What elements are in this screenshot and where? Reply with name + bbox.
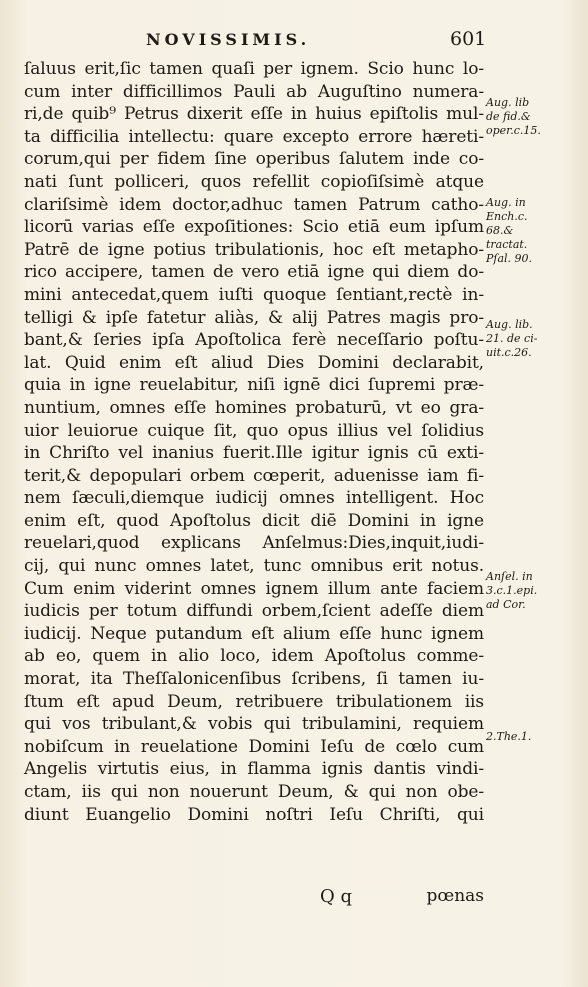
text-line: mini antecedat,quem iuſti quoque ſentiant,rectè in-: [24, 284, 484, 305]
text-line: uior leuiorue cuique ſit, quo opus illius vel ſolidius: [24, 420, 484, 441]
text-line: lat. Quid enim eſt aliud Dies Domini declarabit,: [24, 352, 484, 373]
text-line: ſaluus erit,ſic tamen quaſi per ignem. Scio hunc lo-: [24, 59, 484, 79]
text-line: nobiſcum in reuelatione Domini Ieſu de cœlo cum: [24, 736, 484, 757]
running-title: NOVISSIMIS.: [146, 30, 311, 49]
text-line: ta difficilia intellectu: quare excepto errore hæreti-: [24, 126, 484, 147]
text-line: nuntium, omnes eſſe homines probaturū, vt eo gra-: [24, 397, 484, 418]
text-line: ctam, iis qui non nouerunt Deum, & qui non obe-: [24, 782, 484, 802]
page-number: 601: [450, 28, 487, 50]
marginal-note-aug-fid: Aug. lib de fid.& oper.c.15.: [486, 96, 541, 137]
text-line: ſtum eſt apud Deum, retribuere tribulationem iis: [24, 691, 484, 712]
catchword: pœnas: [426, 886, 484, 906]
marginal-note-ansel: Anſel. in 3.c.1.epi. ad Cor.: [486, 570, 538, 611]
text-line: rico accipere, tamen de vero etiā igne qui diem do-: [24, 262, 484, 283]
text-line: ri,de quib⁹ Petrus dixerit eſſe in huius epiſtolis mul-: [24, 104, 484, 125]
text-line: corum,qui per fidem ſine operibus ſalutem inde co-: [24, 149, 484, 170]
text-line: nem ſæculi,diemque iudicij omnes intelligent. Hoc: [24, 488, 484, 509]
text-line: iudicij. Neque putandum eſt alium eſſe hunc ignem: [24, 623, 484, 644]
text-line: licorū varias eſſe expoſitiones: Scio etiā eum ipſum: [24, 217, 484, 238]
text-line: ab eo, quem in alio loco, idem Apoſtolus comme-: [24, 646, 484, 667]
text-line: terit,& depopulari orbem cœperit, aduenisse iam fi-: [24, 465, 484, 486]
signature-mark: Q q: [320, 886, 353, 907]
marginal-note-thess: 2.The.1.: [486, 730, 532, 743]
marginal-note-aug-ench: Aug. in Ench.c. 68.& tractat. Pſal. 90.: [486, 196, 533, 265]
page-footer: [24, 886, 484, 910]
text-line: nati ſunt polliceri, quos refellit copioſiſsimè atque: [24, 171, 484, 192]
text-line: clariſsimè idem doctor,adhuc tamen Patrum catho-: [24, 194, 484, 215]
text-line: qui vos tribulant,& vobis qui tribulamini, requiem: [24, 714, 484, 735]
text-line: Angelis virtutis eius, in flamma ignis dantis vindi-: [24, 759, 484, 780]
text-line: diunt Euangelio Domini noſtri Ieſu Chriſti, qui: [24, 804, 484, 825]
text-line: Cum enim viderint omnes ignem illum ante faciem: [24, 578, 484, 599]
text-line: cij, qui nunc omnes latet, tunc omnibus erit notus.: [24, 556, 484, 577]
text-line: morat, ita Theſſalonicenſibus ſcribens, ſi tamen iu-: [24, 669, 484, 690]
text-line: in Chriſto vel inanius fuerit.Ille igitur ignis cū exti-: [24, 443, 484, 464]
marginal-note-aug-civ: Aug. lib. 21. de ci- uit.c.26.: [486, 318, 538, 359]
text-line: Patrē de igne potius tribulationis, hoc eſt metapho-: [24, 239, 484, 260]
text-line: telligi & ipſe fatetur aliàs, & alij Patres magis pro-: [24, 307, 484, 328]
body-text: [24, 58, 484, 826]
text-line: iudicis per totum diffundi orbem,ſcient adeſſe diem: [24, 601, 484, 622]
text-line: bant,& ſeries ipſa Apoſtolica ferè neceſſario poſtu-: [24, 330, 484, 351]
text-line: cum inter difficillimos Pauli ab Auguſtino numera-: [24, 81, 484, 102]
text-line: quia in igne reuelabitur, niſi ignē dici ſupremi præ-: [24, 375, 484, 396]
text-line: reuelari,quod explicans Anſelmus:Dies,inquit,iudi-: [24, 533, 484, 554]
text-line: enim eſt, quod Apoſtolus dicit diē Domini in igne: [24, 510, 484, 531]
page-header: [0, 30, 588, 54]
